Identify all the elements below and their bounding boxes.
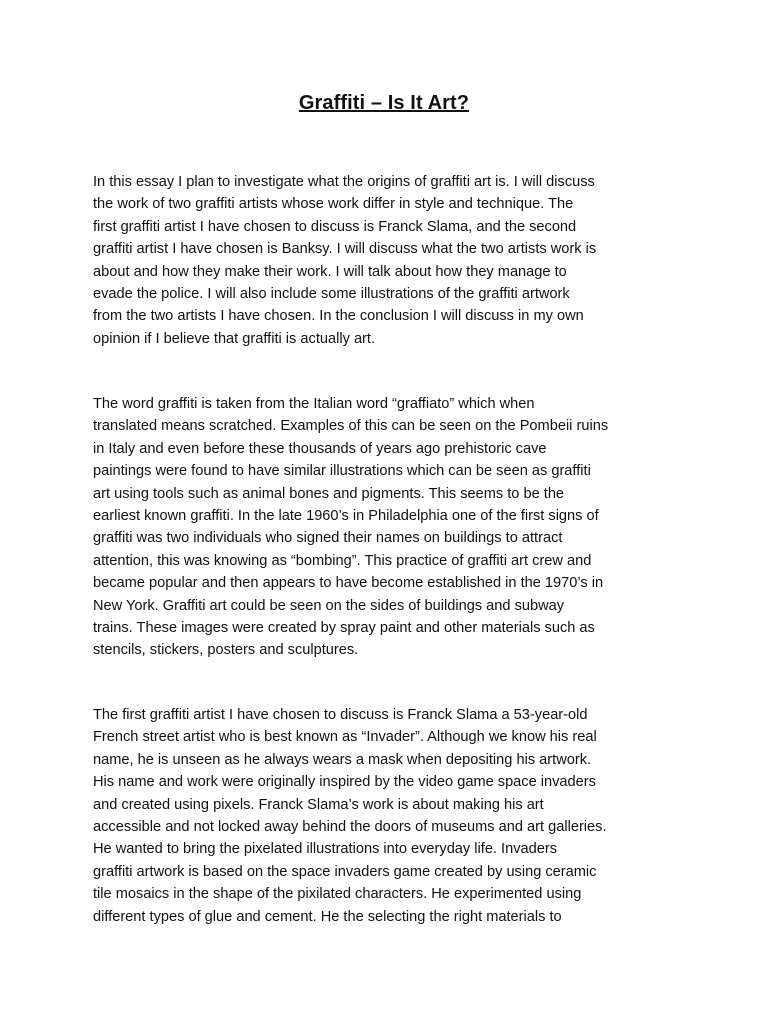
- paragraph-franck-slama: [93, 704, 683, 928]
- text-line: and created using pixels. Franck Slama’s work is about making his art: [93, 796, 544, 813]
- text-line: The first graffiti artist I have chosen to discuss is Franck Slama a 53-year-old: [93, 707, 588, 723]
- text-line: earliest known graffiti. In the late 1960’s in Philadelphia one of the first signs of: [93, 507, 599, 524]
- text-line: became popular and then appears to have become established in the 1970’s in: [93, 575, 604, 592]
- text-line: name, he is unseen as he always wears a mask when depositing his artwork.: [93, 751, 592, 768]
- text-line: He wanted to bring the pixelated illustrations into everyday life. Invaders: [93, 841, 558, 858]
- text-line: evade the police. I will also include some illustrations of the graffiti artwork: [93, 285, 570, 302]
- text-line: attention, this was knowing as “bombing”. This practice of graffiti art crew and: [93, 552, 592, 569]
- text-line: stencils, stickers, posters and sculptures.: [93, 642, 359, 659]
- document-title: Graffiti – Is It Art?: [298, 92, 470, 114]
- text-line: French street artist who is best known as “Invader”. Although we know his real: [93, 729, 597, 746]
- text-line: from the two artists I have chosen. In the conclusion I will discuss in my own: [93, 308, 584, 325]
- text-line: His name and work were originally inspired by the video game space invaders: [93, 774, 596, 791]
- text-line: graffiti artist I have chosen is Banksy. I will discuss what the two artists work is: [93, 241, 597, 258]
- paragraph-history: [93, 393, 683, 662]
- text-line: accessible and not locked away behind the doors of museums and art galleries.: [93, 818, 607, 835]
- text-line: tile mosaics in the shape of the pixilated characters. He experimented using: [93, 886, 582, 903]
- text-line: paintings were found to have similar illustrations which can be seen as graffiti: [93, 463, 591, 480]
- text-line: In this essay I plan to investigate what the origins of graffiti art is. I will discuss: [93, 174, 595, 190]
- text-line: The word graffiti is taken from the Italian word “graffiato” which when: [93, 396, 535, 412]
- text-line: about and how they make their work. I will talk about how they manage to: [93, 263, 567, 280]
- text-line: graffiti was two individuals who signed their names on buildings to attract: [93, 530, 563, 547]
- text-line: trains. These images were created by spray paint and other materials such as: [93, 619, 595, 636]
- paragraph-introduction: [93, 171, 683, 350]
- text-line: graffiti artwork is based on the space invaders game created by using ceramic: [93, 863, 597, 880]
- text-line: first graffiti artist I have chosen to discuss is Franck Slama, and the second: [93, 218, 577, 235]
- text-line: in Italy and even before these thousands of years ago prehistoric cave: [93, 440, 547, 457]
- text-line: different types of glue and cement. He the selecting the right materials to: [93, 908, 562, 925]
- text-line: opinion if I believe that graffiti is actually art.: [93, 330, 376, 347]
- text-line: the work of two graffiti artists whose work differ in style and technique. The: [93, 196, 574, 213]
- text-line: art using tools such as animal bones and pigments. This seems to be the: [93, 485, 565, 502]
- text-line: translated means scratched. Examples of this can be seen on the Pombeii ruins: [93, 418, 609, 435]
- text-line: New York. Graffiti art could be seen on the sides of buildings and subway: [93, 597, 565, 614]
